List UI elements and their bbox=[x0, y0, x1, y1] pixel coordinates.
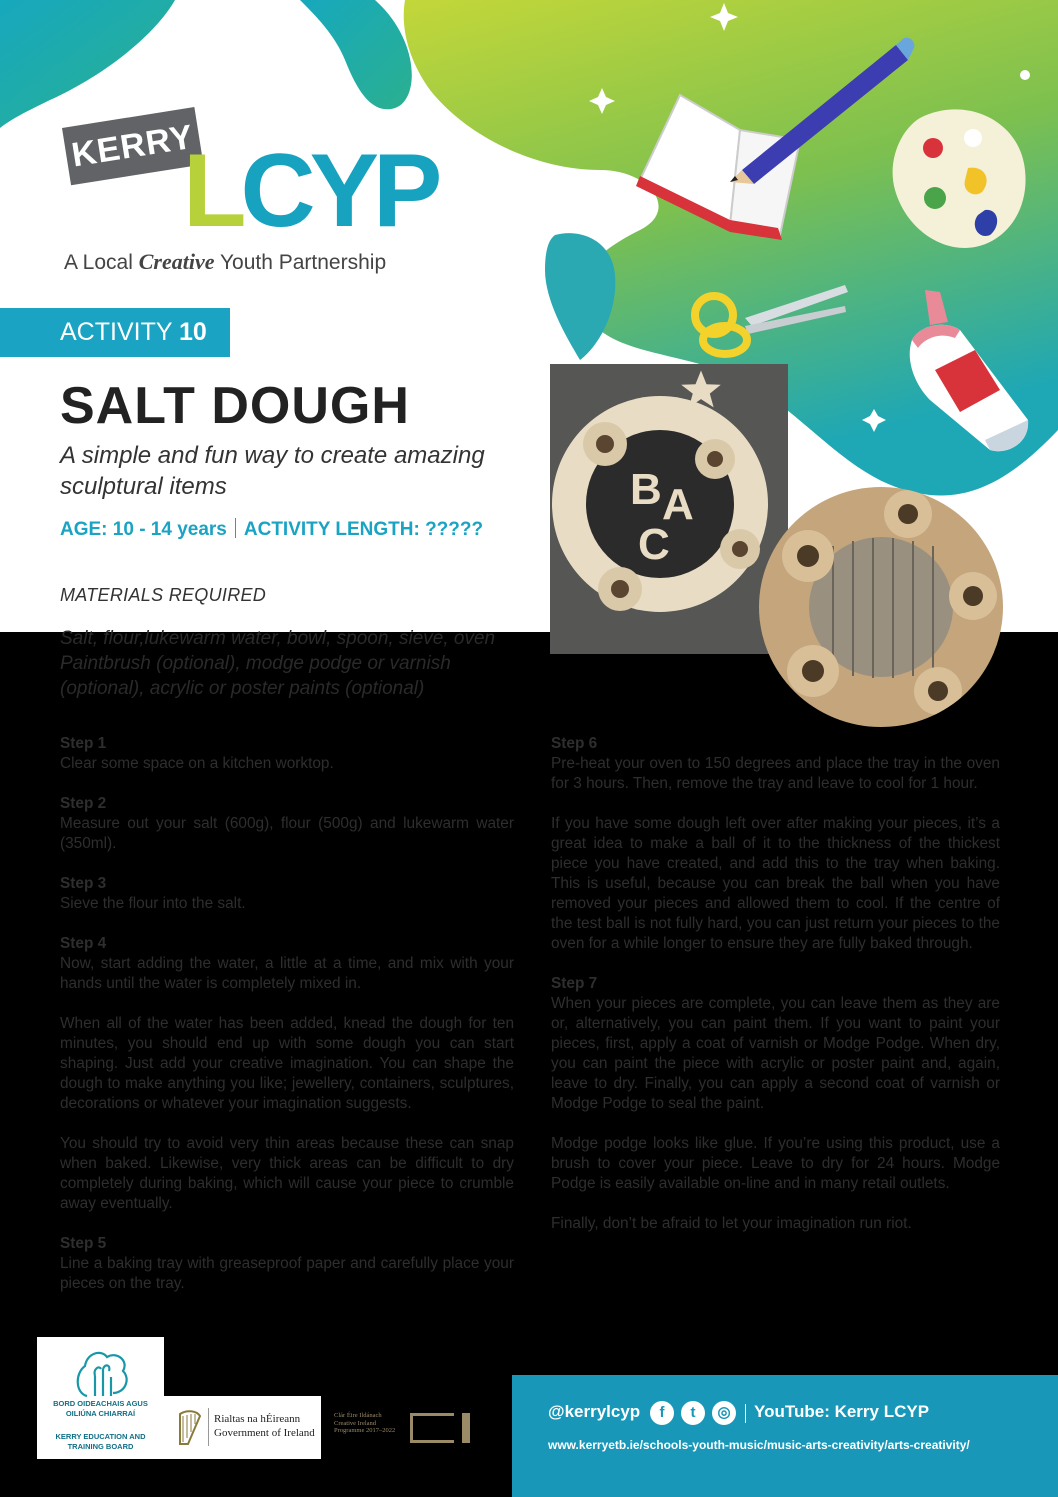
age-range: AGE: 10 - 14 years bbox=[60, 519, 227, 540]
gov-name-english: Government of Ireland bbox=[214, 1427, 315, 1439]
harp-icon bbox=[174, 1408, 204, 1448]
activity-number: 10 bbox=[179, 318, 207, 346]
age-and-length bbox=[60, 518, 483, 541]
youtube-channel[interactable]: YouTube: Kerry LCYP bbox=[754, 1402, 930, 1421]
facebook-icon[interactable]: f bbox=[650, 1401, 674, 1425]
etb-name-english: KERRY EDUCATION AND TRAINING BOARD bbox=[55, 1432, 146, 1451]
etb-name-irish: BORD OIDEACHAIS AGUS OILIÚNA CHIARRAÍ bbox=[53, 1399, 148, 1418]
step-title: Step 3 bbox=[60, 875, 107, 892]
kerry-logo-text: KERRY bbox=[69, 117, 197, 175]
step-title: Step 1 bbox=[60, 735, 107, 752]
step-title: Step 5 bbox=[60, 1235, 107, 1252]
etb-logo bbox=[37, 1337, 164, 1459]
photo-letter-a: A bbox=[662, 480, 694, 529]
step-paragraph: Sieve the flour into the salt. bbox=[60, 895, 246, 912]
step-paragraph: When your pieces are complete, you can leave them as they are or, alternatively, you can paint them. If you want to paint your pieces, first, apply a coat of varnish or Modge Podge. When dry, you can paint the piece with acrylic or poster paint and, again, leave to dry. Finally, you can apply a second coat of varnish or Modge Podge to seal the paint. bbox=[551, 995, 1000, 1112]
instagram-icon[interactable]: ◎ bbox=[712, 1401, 736, 1425]
tagline-post: Youth Partnership bbox=[214, 251, 387, 274]
step-paragraph: Line a baking tray with greaseproof paper and carefully place your pieces on the tray. bbox=[60, 1255, 514, 1292]
step-paragraph: Modge podge looks like glue. If you’re using this product, use a brush to cover your piece. Leave to dry for 24 hours. Modge Podge is easily available on-line and in many retail outlets. bbox=[551, 1135, 1000, 1192]
top-swoosh-drop bbox=[300, 0, 412, 109]
steps-column-left bbox=[60, 734, 514, 1314]
activity-label: ACTIVITY bbox=[60, 318, 180, 346]
twitter-icon[interactable]: t bbox=[681, 1401, 705, 1425]
logo-tagline bbox=[64, 249, 386, 275]
creative-ireland-mark: CI bbox=[418, 1447, 419, 1448]
photo-letter-c: C bbox=[638, 520, 670, 569]
gov-divider bbox=[208, 1408, 209, 1446]
step-paragraph: Measure out your salt (600g), flour (500g) and lukewarm water (350ml). bbox=[60, 815, 514, 852]
page-subtitle: A simple and fun way to create amazing sculptural items bbox=[60, 442, 485, 500]
tree-head-icon bbox=[37, 1341, 164, 1403]
page-title: SALT DOUGH bbox=[60, 377, 410, 435]
creative-ireland-text: Clár Éire Ildánach Creative Ireland Programme 2017–2022 bbox=[334, 1412, 396, 1434]
website-link[interactable]: www.kerryetb.ie/schools-youth-music/music-arts-creativity/arts-creativity/ bbox=[548, 1438, 970, 1452]
step-paragraph: Clear some space on a kitchen worktop. bbox=[60, 755, 334, 772]
activity-length: ACTIVITY LENGTH: ????? bbox=[243, 519, 484, 540]
small-teal-drop bbox=[545, 233, 615, 360]
social-handle[interactable]: @kerrylcyp bbox=[548, 1402, 641, 1421]
step-paragraph: If you have some dough left over after making your pieces, it’s a great idea to make a ball of it to the thickness of the thickest piece you have created, and add this to the tray when baking. This is useful, because you can break the ball when you have removed your pieces and allowed them to cool. If the centre of the test ball is not fully hard, you can just return your pieces to the oven for a while longer to ensure they are fully baked through. bbox=[551, 815, 1000, 952]
divider bbox=[235, 518, 236, 538]
materials-heading: MATERIALS REQUIRED bbox=[60, 585, 267, 605]
gov-name-irish: Rialtas na hÉireann bbox=[214, 1413, 301, 1425]
materials-list: Salt, flour,lukewarm water, bowl, spoon, sieve, oven Paintbrush (optional), modge podge or varnish (optional), acrylic or poster paints (optional) bbox=[60, 628, 496, 699]
step-title: Step 4 bbox=[60, 935, 107, 952]
social-divider bbox=[745, 1404, 746, 1423]
step-paragraph: When all of the water has been added, knead the dough for ten minutes, you should end up with some dough you can start shaping. Just add your creative imagination. You can shape the dough to make anything you like; jewellery, containers, sculptures, decorations or whatever your imagination suggests. bbox=[60, 1015, 514, 1112]
tagline-pre: A Local bbox=[64, 251, 139, 274]
government-logo bbox=[164, 1396, 321, 1459]
activity-banner bbox=[0, 308, 230, 357]
creative-ireland-logo bbox=[410, 1413, 474, 1448]
steps-column-right bbox=[551, 734, 1000, 1254]
step-paragraph: Now, start adding the water, a little at a time, and mix with your hands until the water is completely mixed in. bbox=[60, 955, 514, 992]
lcyp-logo-rest: CYP bbox=[240, 133, 437, 249]
step-paragraph: You should try to avoid very thin areas because these can snap when baked. Likewise, very thick areas can be difficult to dry completely during baking, which will cause your piece to crumble away eventually. bbox=[60, 1135, 514, 1212]
social-bar bbox=[512, 1375, 1058, 1497]
step-paragraph: Pre-heat your oven to 150 degrees and place the tray in the oven for 3 hours. Then, remove the tray and leave to cool for 1 hour. bbox=[551, 755, 1000, 792]
tagline-emphasis: Creative bbox=[138, 249, 215, 274]
step-title: Step 2 bbox=[60, 795, 107, 812]
step-title: Step 7 bbox=[551, 975, 598, 992]
step-paragraph: Finally, don’t be afraid to let your imagination run riot. bbox=[551, 1215, 912, 1232]
lcyp-logo bbox=[183, 133, 437, 249]
salt-dough-photo-wreath bbox=[758, 486, 1004, 728]
photo-letter-b: B bbox=[630, 465, 662, 514]
government-name bbox=[214, 1412, 315, 1440]
top-left-swoosh bbox=[0, 0, 175, 128]
step-title: Step 6 bbox=[551, 735, 598, 752]
salt-dough-photo-letters bbox=[550, 364, 788, 654]
lcyp-logo-l: L bbox=[183, 133, 241, 249]
